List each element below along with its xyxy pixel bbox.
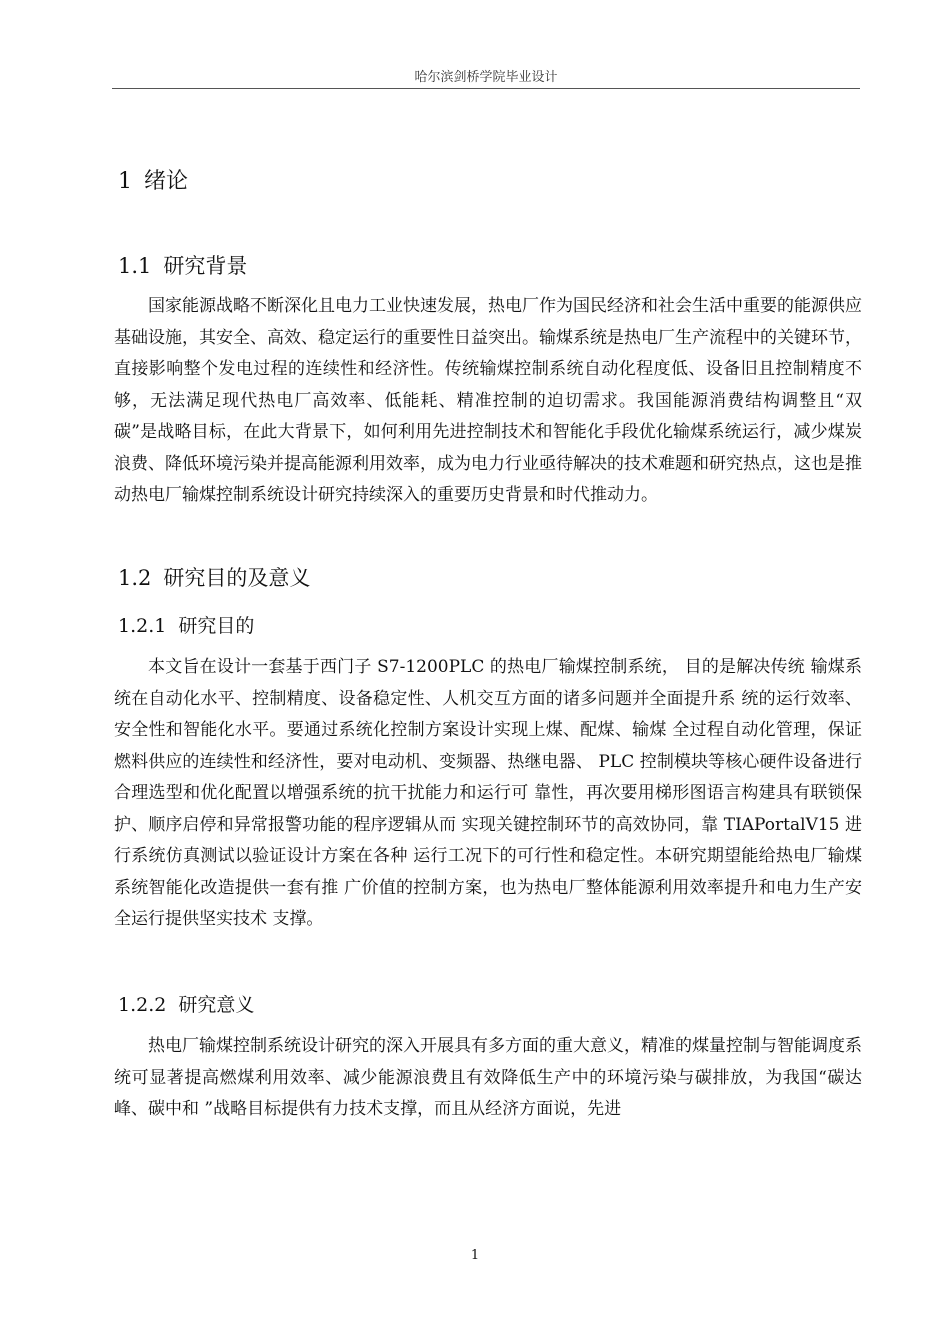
section-title: 研究目的及意义	[163, 566, 311, 590]
paragraph-background: 国家能源战略不断深化且电力工业快速发展，热电厂作为国民经济和社会生活中重要的能源供应基础设施，其安全、高效、稳定运行的重要性日益突出。输煤系统是热电厂生产流程中的关键环节，直接影响整个发电过程的连续性和经济性。传统输煤控制系统自动化程度低、设备旧且控制精度不够，无法满足现代热电厂高效率、低能耗、精准控制的迫切需求。我国能源消费结构调整且“双碳”是战略目标，在此大背景下，如何利用先进控制技术和智能化手段优化输煤系统运行，减少煤炭浪费、降低环境污染并提高能源利用效率，成为电力行业亟待解决的技术难题和研究热点，这也是推动热电厂输煤控制系统设计研究持续深入的重要历史背景和时代推动力。	[114, 296, 862, 505]
paragraph-purpose: 本文旨在设计一套基于西门子 S7-1200PLC 的热电厂输煤控制系统， 目的是解决传统 输煤系统在自动化水平、控制精度、设备稳定性、人机交互方面的诸多问题并全面提升系 统的运行效率、安全性和智能化水平。要通过系统化控制方案设计实现上煤、配煤、输煤 全过程自动化管理，保证燃料供应的连续性和经济性，要对电动机、变频器、热继电器、 PLC 控制模块等核心硬件设备进行合理选型和优化配置以增强系统的抗干扰能力和运行可 靠性，再次要用梯形图语言构建具有联锁保护、顺序启停和异常报警功能的程序逻辑从而 实现关键控制环节的高效协同，靠 TIAPortalV15 进行系统仿真测试以验证设计方案在各种 运行工况下的可行性和稳定性。本研究期望能给热电厂输煤系统智能化改造提供一套有推 广价值的控制方案，也为热电厂整体能源利用效率提升和电力生产安全运行提供坚实技术 支撑。	[114, 657, 862, 929]
chapter-heading	[118, 164, 188, 195]
subsection-title: 研究目的	[178, 615, 255, 637]
subsection-heading-1-2-2	[118, 990, 254, 1017]
section-heading-1-2	[118, 562, 310, 592]
section-number: 1.1	[118, 254, 152, 278]
chapter-number: 1	[118, 169, 132, 194]
section-title: 研究背景	[163, 254, 248, 278]
header-rule	[112, 88, 860, 89]
subsection-title: 研究意义	[178, 994, 255, 1016]
subsection-number: 1.2.1	[118, 615, 167, 637]
page-header: 哈尔滨剑桥学院毕业设计	[414, 70, 558, 85]
section-number: 1.2	[118, 566, 152, 590]
chapter-title: 绪论	[144, 169, 189, 194]
subsection-heading-1-2-1	[118, 611, 254, 638]
paragraph-significance: 热电厂输煤控制系统设计研究的深入开展具有多方面的重大意义，精准的煤量控制与智能调度系统可显著提高燃煤利用效率、减少能源浪费且有效降低生产中的环境污染与碳排放，为我国“碳达峰、碳中和 ”战略目标提供有力技术支撑，而且从经济方面说，先进	[114, 1036, 862, 1119]
page-number: 1	[470, 1248, 480, 1263]
subsection-number: 1.2.2	[118, 994, 167, 1016]
section-heading-1-1	[118, 250, 247, 280]
